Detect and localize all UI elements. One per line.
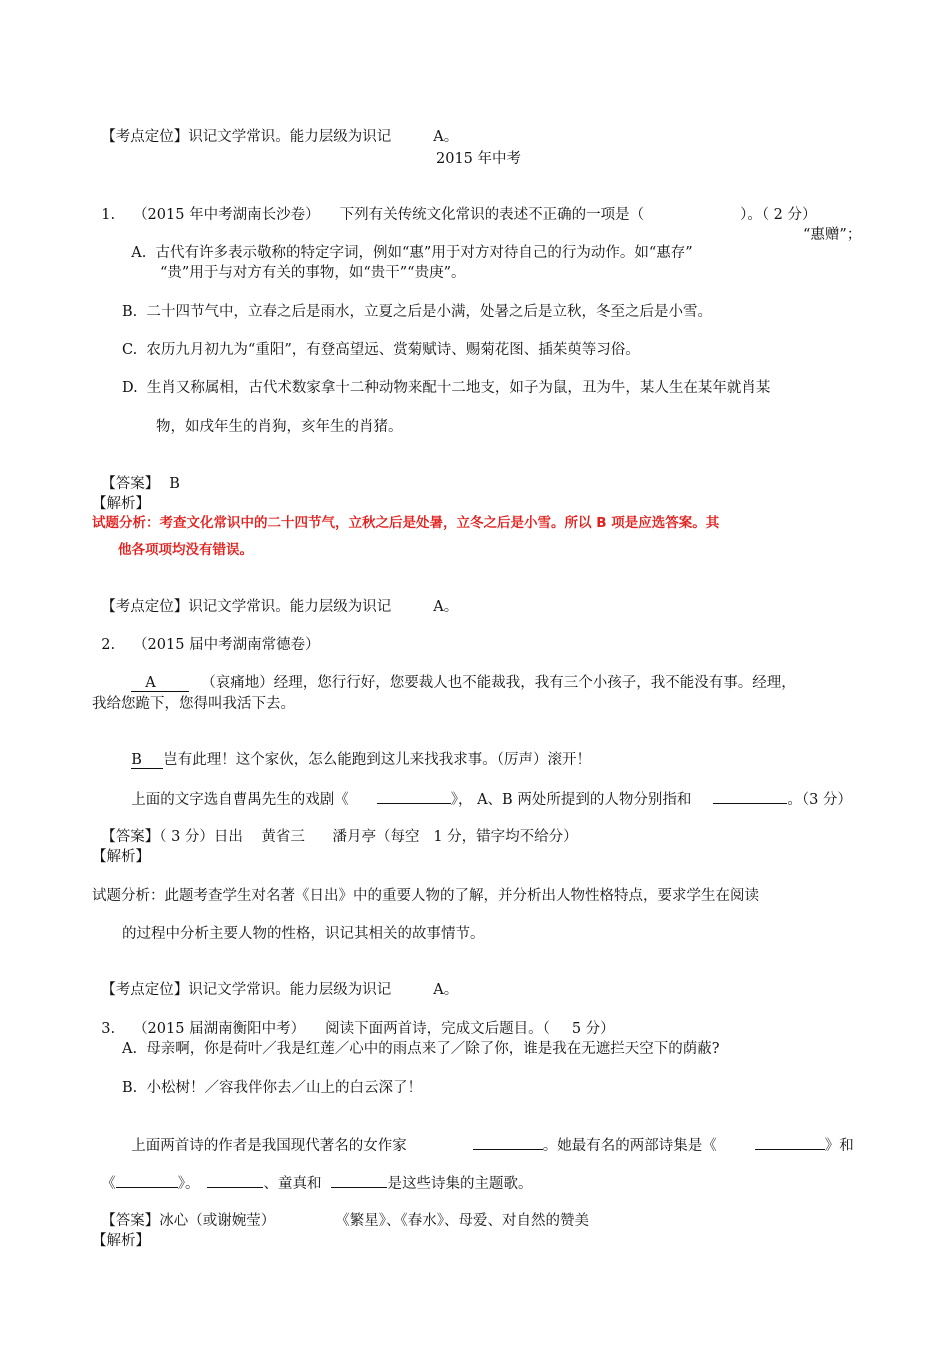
q2-answer: （ 3 分）日出 黄省三 潘月亭（每空 1 分，错字均不给分） bbox=[159, 829, 578, 845]
q3-answer-part1: 冰心（或谢婉莹） bbox=[159, 1213, 276, 1229]
q3-q2-part2: 》。 bbox=[177, 1176, 200, 1192]
q2-source: （2015 届中考湖南常德卷） bbox=[133, 637, 320, 653]
q2-line-a-text: （哀痛地）经理，您行行好，您要裁人也不能裁我，我有三个小孩子，我不能没有事。经理， bbox=[201, 675, 796, 691]
q1-option-a-line1 bbox=[122, 226, 693, 262]
q2-analysis-line1: 试题分析：此题考查学生对名著《日出》中的重要人物的了解，并分析出人物性格特点，要求学生在阅读 bbox=[92, 888, 759, 904]
q3-answer-label: 【答案】 bbox=[101, 1213, 160, 1229]
kaodian-label: 【考点定位】 bbox=[101, 129, 189, 145]
q2-kaodian-line bbox=[92, 963, 458, 999]
q2-kaodian-level: A。 bbox=[433, 982, 459, 998]
q1-source: （2015 年中考湖南长沙卷） bbox=[133, 207, 320, 223]
q3-q2-part4: 是这些诗集的主题歌。 bbox=[387, 1176, 533, 1192]
q1-kaodian-text: 识记文学常识。能力层级为识记 bbox=[188, 599, 392, 615]
q3-q2-part3: 、童真和 bbox=[263, 1176, 322, 1192]
q2-analysis-line2: 的过程中分析主要人物的性格，识记其相关的故事情节。 bbox=[122, 926, 485, 942]
q2-question-part2: 》， A、B 两处所提到的人物分别指和 bbox=[450, 792, 692, 808]
q1-option-a-text: A. 古代有许多表示敬称的特定字词，例如“惠”用于对方对待自己的行为动作。如“惠存” bbox=[131, 245, 693, 261]
q1-analysis-label: 【解析】 bbox=[92, 496, 150, 512]
q1-kaodian-label: 【考点定位】 bbox=[101, 599, 189, 615]
q1-answer-label: 【答案】 bbox=[101, 476, 160, 492]
q2-question-part3: 。（3 分） bbox=[787, 792, 852, 808]
q2-line-b bbox=[122, 733, 591, 769]
q3-source: （2015 届湖南衡阳中考） bbox=[133, 1021, 306, 1037]
q1-stem-line bbox=[92, 188, 817, 224]
q3-answer-line bbox=[92, 1194, 589, 1230]
q3-question-line2 bbox=[92, 1155, 532, 1193]
q3-poem-a: A. 母亲啊，你是荷叶／我是红莲／心中的雨点来了／除了你，谁是我在无遮拦天空下的荫蔽? bbox=[122, 1041, 720, 1057]
q2-mark-b: B bbox=[131, 752, 163, 769]
q1-option-c: C. 农历九月初九为“重阳”，有登高望远、赏菊赋诗、赐菊花图、插茱萸等习俗。 bbox=[122, 342, 640, 358]
q2-blank-people[interactable] bbox=[713, 789, 787, 804]
q2-kaodian-label: 【考点定位】 bbox=[101, 982, 189, 998]
q3-blank-theme1[interactable] bbox=[207, 1173, 263, 1188]
q2-number: 2. bbox=[101, 637, 116, 653]
q3-question-part1: 上面两首诗的作者是我国现代著名的女作家 bbox=[131, 1138, 407, 1154]
q1-stem: 下列有关传统文化常识的表述不正确的一项是（ bbox=[339, 207, 645, 223]
q1-option-a-line2: “贵”用于与对方有关的事物，如“贵干”“贵庚”。 bbox=[160, 265, 466, 281]
q3-poem-b: B. 小松树！／容我伴你去／山上的白云深了！ bbox=[122, 1080, 422, 1096]
q3-analysis-label: 【解析】 bbox=[92, 1233, 150, 1249]
q1-option-d-line2: 物，如戌年生的肖狗，亥年生的肖猪。 bbox=[156, 419, 403, 435]
q1-analysis-line1: 试题分析：考查文化常识中的二十四节气，立秋之后是处暑，立冬之后是小雪。所以 B 项是应选答案。其 bbox=[92, 515, 720, 531]
q3-blank-theme2[interactable] bbox=[331, 1173, 387, 1188]
q3-question-part3: 》和 bbox=[824, 1138, 854, 1154]
q3-answer-part2: 《繁星》、《春水》、母爱、对自然的赞美 bbox=[335, 1213, 589, 1229]
kaodian-line-top bbox=[92, 110, 458, 146]
q3-stem-end: 5 分） bbox=[571, 1021, 615, 1037]
q2-answer-line bbox=[92, 810, 578, 846]
q1-option-b: B. 二十四节气中，立春之后是雨水，立夏之后是小满，处暑之后是立秋，冬至之后是小雪。 bbox=[122, 304, 712, 320]
kaodian-level: A。 bbox=[433, 129, 459, 145]
q3-blank-collection2[interactable] bbox=[116, 1173, 178, 1188]
q1-option-a-tail: “惠赠”； bbox=[803, 227, 862, 243]
section-title: 2015 年中考 bbox=[436, 151, 522, 167]
q2-blank-play[interactable] bbox=[377, 789, 451, 804]
q2-kaodian-text: 识记文学常识。能力层级为识记 bbox=[188, 982, 392, 998]
q1-option-d-line1: D. 生肖又称属相，古代术数家拿十二种动物来配十二地支，如子为鼠，丑为牛，某人生在某年就肖某 bbox=[122, 380, 771, 396]
q1-stem-end: ）。（ 2 分） bbox=[740, 207, 817, 223]
q2-question-line bbox=[122, 771, 852, 809]
kaodian-text: 识记文学常识。能力层级为识记 bbox=[188, 129, 392, 145]
q3-q2-part1: 《 bbox=[101, 1176, 116, 1192]
q2-analysis-label: 【解析】 bbox=[92, 849, 150, 865]
q1-answer: B bbox=[169, 476, 180, 492]
q3-question-line1 bbox=[122, 1117, 854, 1155]
q3-number: 3. bbox=[101, 1021, 116, 1037]
q1-answer-line bbox=[92, 457, 180, 493]
q2-mark-a: A bbox=[131, 675, 189, 692]
q2-question-part1: 上面的文字选自曹禺先生的戏剧《 bbox=[131, 792, 349, 808]
q3-stem: 阅读下面两首诗，完成文后题目。（ bbox=[325, 1021, 550, 1037]
q3-question-part2: 。她最有名的两部诗集是《 bbox=[542, 1138, 717, 1154]
q2-answer-label: 【答案】 bbox=[101, 829, 160, 845]
q1-analysis-line2: 他各项项均没有错误。 bbox=[118, 542, 253, 558]
q1-number: 1. bbox=[101, 207, 116, 223]
q3-blank-collection1[interactable] bbox=[755, 1135, 825, 1150]
q3-blank-author[interactable] bbox=[473, 1135, 543, 1150]
q2-stem-line bbox=[92, 618, 320, 654]
q1-kaodian-level: A。 bbox=[433, 599, 459, 615]
q2-line-b-text: 岂有此理！这个家伙，怎么能跑到这儿来找我求事。（厉声）滚开！ bbox=[163, 752, 591, 768]
q1-kaodian-line bbox=[92, 580, 458, 616]
q2-line-a bbox=[122, 656, 796, 692]
q2-line-a2: 我给您跪下，您得叫我活下去。 bbox=[92, 696, 295, 712]
q3-stem-line bbox=[92, 1002, 615, 1038]
